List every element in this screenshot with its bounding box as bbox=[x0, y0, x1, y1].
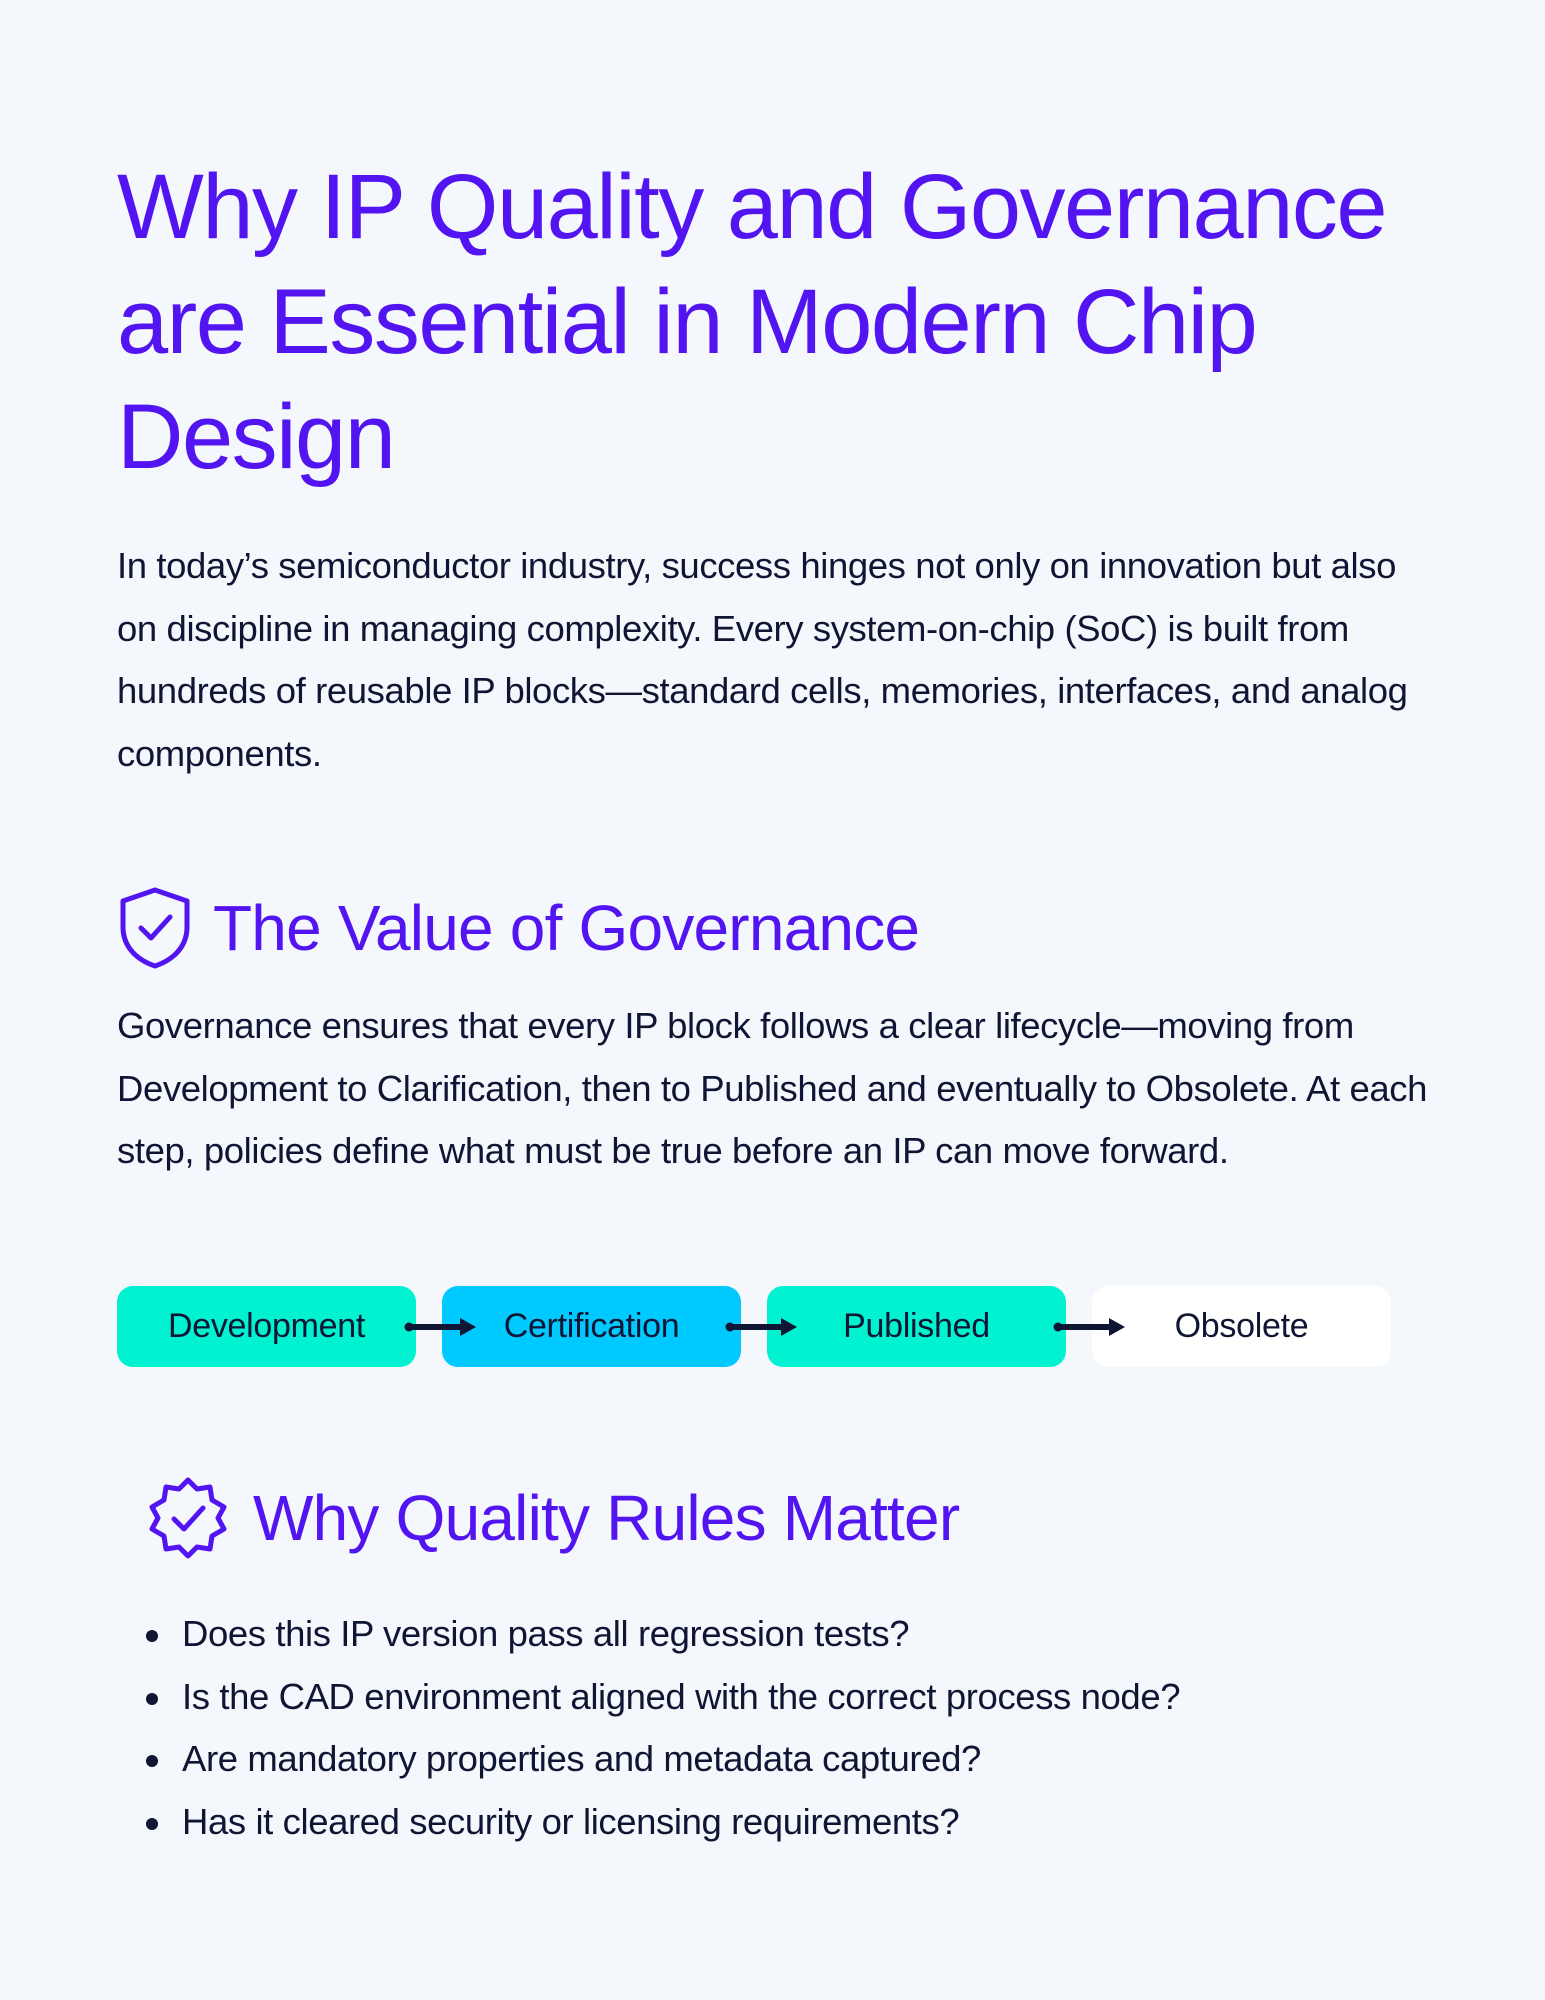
quality-heading-text: Why Quality Rules Matter bbox=[253, 1482, 960, 1554]
bullet-icon bbox=[146, 1630, 158, 1642]
list-item bbox=[140, 1666, 1440, 1729]
lifecycle-stage-label: Obsolete bbox=[1174, 1307, 1309, 1345]
bullet-icon bbox=[146, 1755, 158, 1767]
list-item-text: Does this IP version pass all regression tests? bbox=[182, 1613, 910, 1654]
list-item bbox=[140, 1728, 1440, 1791]
arrow-right-icon bbox=[404, 1316, 478, 1338]
lifecycle-flow bbox=[117, 1286, 1393, 1367]
arrow-right-icon bbox=[725, 1316, 799, 1338]
lifecycle-stage-label: Certification bbox=[503, 1307, 680, 1345]
badge-check-icon bbox=[145, 1475, 231, 1561]
intro-paragraph: In today’s semiconductor industry, success hinges not only on innovation but also on discipline in managing complexity. Every system-on-chip (SoC) is built from hundreds of reusable IP blocks—standard cells, memories, interfaces, and analog components. bbox=[117, 545, 1408, 774]
list-item bbox=[140, 1791, 1440, 1854]
list-item-text: Is the CAD environment aligned with the correct process node? bbox=[182, 1675, 1181, 1717]
list-item-text: Are mandatory properties and metadata captured? bbox=[182, 1738, 981, 1779]
governance-heading-text: The Value of Governance bbox=[213, 892, 920, 964]
lifecycle-stage-label: Published bbox=[843, 1307, 990, 1345]
shield-check-icon bbox=[117, 885, 193, 971]
list-item-text: Has it cleared security or licensing requirements? bbox=[182, 1800, 960, 1842]
bullet-icon bbox=[146, 1818, 158, 1830]
lifecycle-stage-label: Development bbox=[167, 1307, 366, 1345]
lifecycle-stage-published bbox=[767, 1286, 1066, 1367]
list-item bbox=[140, 1603, 1440, 1666]
quality-rules-list bbox=[140, 1603, 1440, 1853]
governance-paragraph: Governance ensures that every IP block follows a clear lifecycle—moving from Development to Clarification, then to Published and eventually to Obsolete. At each step, policies define what must be true before an IP can move forward. bbox=[117, 1005, 1428, 1171]
governance-heading bbox=[117, 885, 919, 971]
quality-heading bbox=[145, 1475, 959, 1561]
bullet-icon bbox=[146, 1693, 158, 1705]
arrow-right-icon bbox=[1053, 1316, 1127, 1338]
lifecycle-stage-development bbox=[117, 1286, 416, 1367]
lifecycle-stage-obsolete bbox=[1092, 1286, 1391, 1367]
lifecycle-stage-certification bbox=[442, 1286, 741, 1367]
page-title: Why IP Quality and Governance are Essential in Modern Chip Design bbox=[117, 156, 1387, 488]
